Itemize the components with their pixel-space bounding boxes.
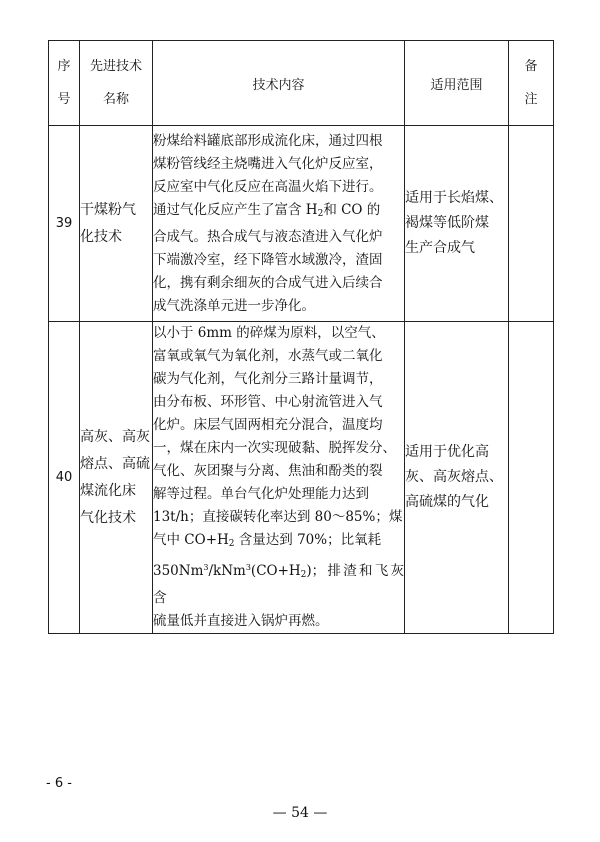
content-fragment: 气中 CO+H (153, 532, 229, 548)
scope-line: 生产合成气 (405, 240, 475, 256)
content-fragment: 通过气化反应产生了富含 H (153, 201, 318, 218)
content-line: 以小于 6mm 的碎煤为原料，以空气、 (153, 325, 385, 341)
header-tech-line1: 先进技术 (89, 59, 142, 74)
page-number-left: - 6 - (46, 776, 72, 791)
content-line: 富氧或氧气为氧化剂，水蒸气或二氧化 (153, 348, 383, 364)
row-remarks (509, 126, 554, 322)
subscript: 2 (300, 570, 307, 580)
content-fragment: 350Nm (153, 563, 204, 579)
name-line: 熔点、高硫 (80, 455, 150, 472)
content-line: 合成气。热合成气与液态渣进入气化炉 (153, 228, 383, 245)
content-line: 粉煤给料罐底部形成流化床，通过四根 (153, 132, 383, 149)
content-line: 碳为气化剂，气化剂分三路计量调节， (153, 371, 383, 387)
header-technology-name (80, 41, 153, 126)
content-line (153, 199, 404, 226)
table-row (49, 126, 554, 322)
row-applicable-scope (405, 322, 509, 634)
content-line: 解等过程。单台气化炉处理能力达到 (153, 486, 369, 502)
header-remark-line2: 注 (524, 92, 538, 107)
content-line: 由分布板、环形管、中心射流管进入气 (153, 394, 383, 410)
header-remark-line1: 备 (524, 59, 538, 74)
content-line: 反应室中气化反应在高温火焰下进行。 (153, 178, 383, 195)
subscript: 2 (228, 539, 235, 549)
scope-line: 灰、高灰熔点、 (405, 469, 503, 485)
row-technology-content (153, 322, 405, 634)
row-serial-number: 39 (49, 126, 80, 322)
content-line: 成气洗涤单元进一步净化。 (153, 297, 315, 314)
name-line: 高灰、高灰 (80, 428, 150, 445)
scope-line: 适用于优化高 (405, 444, 489, 460)
row-technology-content (153, 126, 405, 322)
content-line: 煤粉管线经主烧嘴进入气化炉反应室， (153, 155, 383, 172)
name-line: 化技术 (80, 228, 122, 245)
name-line: 气化技术 (80, 509, 136, 526)
row-technology-name (80, 322, 153, 634)
header-tech-line2: 名称 (102, 92, 129, 107)
scope-line: 适用于长焰煤、 (405, 190, 503, 206)
header-remarks (509, 41, 554, 126)
superscript: 3 (245, 563, 251, 572)
content-line: 硫量低并直接进入锅炉再燃。 (153, 613, 329, 629)
row-serial-number: 40 (49, 322, 80, 634)
header-applicable-scope: 适用范围 (405, 41, 509, 126)
content-fragment: /kNm (208, 563, 246, 579)
content-line: 13t/h；直接碳转化率达到 80～85%；煤 (153, 509, 403, 525)
content-line: 化炉。床层气固两相充分混合，温度均 (153, 417, 383, 433)
content-line: 下端激冷室，经下降管水域激冷，渣固 (153, 251, 383, 268)
superscript: 3 (203, 563, 209, 572)
scope-line: 褐煤等低阶煤 (405, 215, 489, 231)
header-technology-content: 技术内容 (153, 41, 405, 126)
table-row (49, 322, 554, 634)
scope-line: 高硫煤的气化 (405, 494, 489, 510)
content-fragment: 含量达到 70%；比氧耗 (234, 532, 382, 548)
table-header-row (49, 41, 554, 126)
content-line: 气化、灰团聚与分离、焦油和酚类的裂 (153, 463, 383, 479)
row-remarks (509, 322, 554, 634)
name-line: 煤流化床 (80, 482, 136, 499)
row-applicable-scope (405, 126, 509, 322)
content-fragment: 和 CO 的 (323, 201, 381, 218)
content-fragment: (CO+H (250, 563, 301, 579)
content-line: 一，煤在床内一次实现破黏、脱挥发分、 (153, 440, 396, 456)
page-number-center: — 54 — (272, 805, 328, 821)
content-line (153, 556, 404, 610)
subscript: 2 (317, 208, 324, 219)
technology-table (48, 40, 554, 634)
header-serial-number (49, 41, 80, 126)
row-technology-name (80, 126, 153, 322)
content-line: 化，携有剩余细灰的合成气进入后续合 (153, 274, 383, 291)
name-line: 干煤粉气 (80, 201, 136, 218)
header-serial-line2: 号 (57, 92, 71, 107)
header-serial-line1: 序 (57, 59, 71, 74)
content-line (153, 529, 404, 556)
content-fragment: )；排渣和飞灰含 (153, 563, 404, 606)
